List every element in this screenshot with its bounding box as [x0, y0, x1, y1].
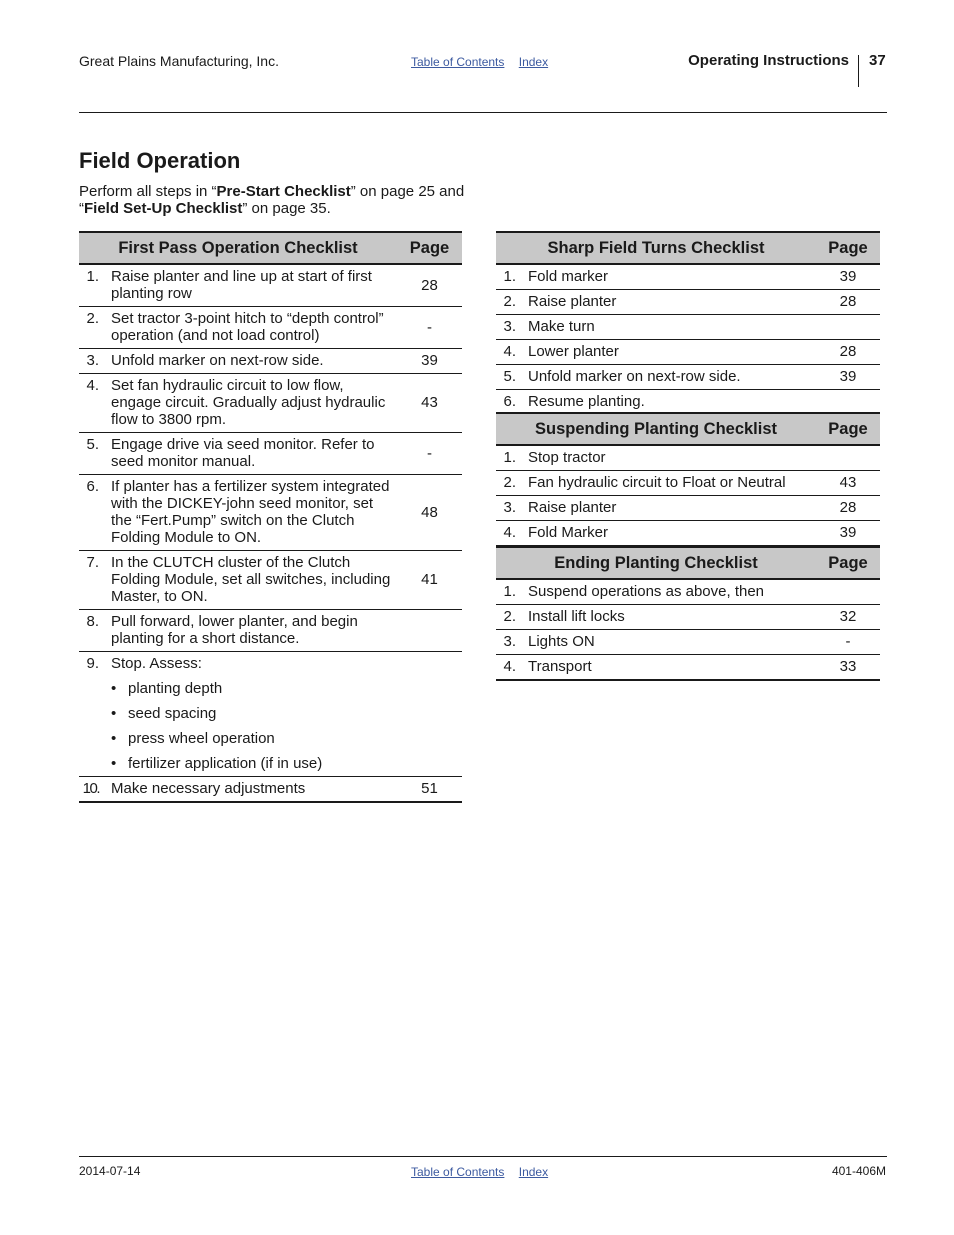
checklist-row	[79, 433, 462, 475]
step-text: Fan hydraulic circuit to Float or Neutral	[528, 474, 786, 491]
step-text: If planter has a fertilizer system integrated with the DICKEY-john seed monitor, set the “Fert.Pump” switch on the Clutch Folding Module to ON.	[111, 478, 390, 546]
step-number: 7.	[79, 551, 111, 610]
page-reference: 28	[816, 290, 880, 315]
step-text-cell	[111, 777, 397, 803]
checklist-row	[79, 307, 462, 349]
step-number: 5.	[496, 365, 528, 390]
step-text-cell	[528, 264, 816, 290]
step-text-cell	[528, 365, 816, 390]
suspending-planting-checklist-table	[496, 412, 880, 547]
page-reference: 43	[816, 471, 880, 496]
checklist-row	[79, 475, 462, 551]
step-number: 2.	[79, 307, 111, 349]
checklist-title: Ending Planting Checklist	[496, 547, 816, 579]
checklist-row	[496, 655, 880, 681]
step-text-cell	[528, 655, 816, 681]
checklist-row	[496, 630, 880, 655]
step-number: 5.	[79, 433, 111, 475]
step-number: 10.	[79, 777, 111, 803]
page-column-header: Page	[816, 413, 880, 445]
checklist-row	[79, 551, 462, 610]
field-setup-checklist-ref: Field Set-Up Checklist	[84, 200, 243, 217]
assessment-item: • planting depth	[111, 680, 397, 697]
checklist-body	[496, 445, 880, 546]
checklist-row	[79, 374, 462, 433]
step-text: Suspend operations as above, then	[528, 583, 765, 600]
step-number: 4.	[496, 521, 528, 547]
intro-text-2: ” on page 25 and “	[79, 183, 465, 217]
step-text-cell	[111, 374, 397, 433]
page-reference: 51	[397, 777, 462, 803]
step-text-cell	[528, 579, 816, 605]
header-nav	[411, 55, 559, 69]
step-number: 6.	[496, 390, 528, 416]
checklist-row	[79, 610, 462, 652]
step-text: Engage drive via seed monitor. Refer to seed monitor manual.	[111, 436, 375, 470]
checklist-row	[79, 777, 462, 803]
step-text: Stop. Assess:	[111, 655, 202, 672]
page-reference: 39	[397, 349, 462, 374]
step-number: 3.	[79, 349, 111, 374]
table-of-contents-link[interactable]: Table of Contents	[411, 55, 505, 69]
footer-nav	[411, 1165, 559, 1179]
step-text: Stop tractor	[528, 449, 606, 466]
step-text-cell	[528, 340, 816, 365]
page-reference	[816, 445, 880, 471]
step-text-cell	[111, 349, 397, 374]
step-text-cell	[528, 521, 816, 547]
intro-paragraph	[79, 183, 469, 217]
step-number: 1.	[496, 579, 528, 605]
page-reference: 28	[816, 496, 880, 521]
page-reference: 28	[816, 340, 880, 365]
checklist-row	[496, 290, 880, 315]
checklist-row	[496, 471, 880, 496]
step-text-cell	[111, 307, 397, 349]
checklist-body	[496, 264, 880, 415]
step-text-cell	[528, 605, 816, 630]
checklist-header	[79, 232, 462, 264]
step-text-cell	[528, 496, 816, 521]
page-reference: 41	[397, 551, 462, 610]
step-text: Unfold marker on next-row side.	[111, 352, 324, 369]
step-number: 1.	[79, 264, 111, 307]
step-text-cell	[111, 433, 397, 475]
step-number: 2.	[496, 605, 528, 630]
step-text: Unfold marker on next-row side.	[528, 368, 741, 385]
page-reference	[397, 610, 462, 652]
checklist-title: Sharp Field Turns Checklist	[496, 232, 816, 264]
page-reference	[816, 579, 880, 605]
step-text: Pull forward, lower planter, and begin planting for a short distance.	[111, 613, 358, 647]
step-number: 1.	[496, 264, 528, 290]
index-link[interactable]: Index	[518, 1165, 549, 1179]
step-text-cell	[528, 471, 816, 496]
page-reference: 39	[816, 365, 880, 390]
assessment-item: • press wheel operation	[111, 730, 397, 747]
footer-rule	[79, 1156, 887, 1157]
table-of-contents-link[interactable]: Table of Contents	[411, 1165, 505, 1179]
footer-date: 2014-07-14	[79, 1164, 141, 1178]
step-text-cell	[111, 475, 397, 551]
step-text: Resume planting.	[528, 393, 645, 410]
checklist-row	[79, 349, 462, 374]
step-number: 4.	[79, 374, 111, 433]
step-number: 9.	[79, 652, 111, 777]
checklist-row	[496, 605, 880, 630]
step-number: 3.	[496, 496, 528, 521]
step-number: 2.	[496, 471, 528, 496]
checklist-row	[79, 264, 462, 307]
checklist-title: Suspending Planting Checklist	[496, 413, 816, 445]
checklist-row	[496, 445, 880, 471]
step-text: Set fan hydraulic circuit to low flow, engage circuit. Gradually adjust hydraulic flow to 3800 rpm.	[111, 377, 386, 428]
page-reference: 32	[816, 605, 880, 630]
assessment-list	[111, 680, 397, 772]
step-text: Transport	[528, 658, 592, 675]
step-text-cell	[111, 551, 397, 610]
step-text: Raise planter	[528, 293, 617, 310]
page-reference	[397, 652, 462, 777]
step-text-cell	[528, 315, 816, 340]
checklist-row	[496, 340, 880, 365]
section-title: Operating Instructions	[688, 52, 849, 69]
step-text-cell	[528, 630, 816, 655]
page-reference: 48	[397, 475, 462, 551]
checklist-header	[496, 547, 880, 579]
step-number: 8.	[79, 610, 111, 652]
index-link[interactable]: Index	[518, 55, 549, 69]
step-number: 4.	[496, 655, 528, 681]
checklist-row	[496, 521, 880, 547]
step-number: 3.	[496, 630, 528, 655]
page-column-header: Page	[816, 232, 880, 264]
step-text: Install lift locks	[528, 608, 625, 625]
checklist-header	[496, 232, 880, 264]
header-row	[496, 413, 880, 445]
page-reference	[816, 315, 880, 340]
company-name: Great Plains Manufacturing, Inc.	[79, 53, 279, 69]
step-text-cell	[111, 652, 397, 777]
step-text: Raise planter and line up at start of first planting row	[111, 268, 372, 302]
step-text: Lower planter	[528, 343, 619, 360]
page-reference: 43	[397, 374, 462, 433]
intro-text-3: ” on page 35.	[242, 200, 331, 217]
pre-start-checklist-ref: Pre-Start Checklist	[216, 183, 351, 200]
page-reference: 39	[816, 264, 880, 290]
step-number: 6.	[79, 475, 111, 551]
first-pass-checklist-table	[79, 231, 462, 803]
step-number: 3.	[496, 315, 528, 340]
checklist-row	[496, 365, 880, 390]
page-reference: 33	[816, 655, 880, 681]
step-text-cell	[111, 264, 397, 307]
step-text-cell	[528, 445, 816, 471]
page-column-header: Page	[816, 547, 880, 579]
checklist-row	[496, 264, 880, 290]
step-text: Set tractor 3-point hitch to “depth control” operation (and not load control)	[111, 310, 384, 344]
step-number: 1.	[496, 445, 528, 471]
step-text: Fold marker	[528, 268, 609, 285]
step-text-cell	[111, 610, 397, 652]
step-number: 2.	[496, 290, 528, 315]
step-text: Make turn	[528, 318, 595, 335]
step-number: 4.	[496, 340, 528, 365]
checklist-row	[496, 315, 880, 340]
page-column-header: Page	[397, 232, 462, 264]
document-number: 401-406M	[831, 1164, 886, 1178]
assessment-item: • fertilizer application (if in use)	[111, 755, 397, 772]
step-text: Lights ON	[528, 633, 595, 650]
header-divider	[858, 55, 859, 87]
checklist-header	[496, 413, 880, 445]
checklist-row	[496, 496, 880, 521]
page-title: Field Operation	[79, 148, 241, 173]
checklist-title: First Pass Operation Checklist	[79, 232, 397, 264]
ending-planting-checklist-table	[496, 546, 880, 681]
page-reference: -	[397, 433, 462, 475]
assessment-item: • seed spacing	[111, 705, 397, 722]
step-text: Make necessary adjustments	[111, 780, 306, 797]
page-reference: 39	[816, 521, 880, 547]
step-text: In the CLUTCH cluster of the Clutch Folding Module, set all switches, including Master, to ON.	[111, 554, 391, 605]
header-row	[79, 232, 462, 264]
page-reference: -	[397, 307, 462, 349]
header-rule	[79, 112, 887, 113]
checklist-body	[79, 264, 462, 802]
sharp-field-turns-checklist-table	[496, 231, 880, 416]
checklist-row	[496, 579, 880, 605]
header-row	[496, 232, 880, 264]
header-row	[496, 547, 880, 579]
page-reference: -	[816, 630, 880, 655]
step-text: Fold Marker	[528, 524, 609, 541]
step-text-cell	[528, 290, 816, 315]
page-number: 37	[869, 52, 886, 69]
checklist-row	[79, 652, 462, 777]
intro-text-1: Perform all steps in “	[79, 183, 217, 200]
page-reference: 28	[397, 264, 462, 307]
step-text: Raise planter	[528, 499, 617, 516]
checklist-body	[496, 579, 880, 680]
